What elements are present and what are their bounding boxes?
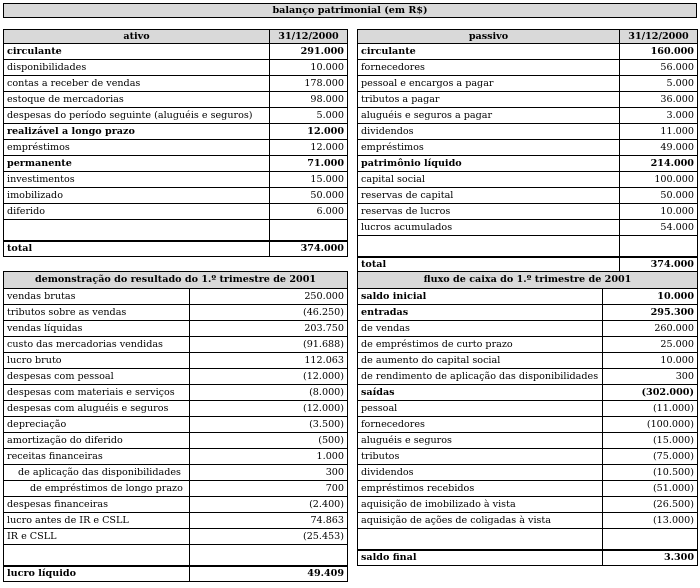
ativo-date: 31/12/2000 [270,30,348,44]
row-value: 98.000 [270,92,348,108]
row-value: (13.000) [603,513,698,529]
row-value: 12.000 [270,124,348,140]
row-label: reservas de capital [358,188,620,204]
row-label: IR e CSLL [4,529,190,545]
row-value: 1.000 [190,449,348,465]
table-row [4,76,348,92]
cashflow-title: fluxo de caixa do 1.º trimestre de 2001 [358,272,698,289]
table-row [358,124,698,140]
table-row [4,204,348,220]
table-row [4,353,348,369]
table-row [358,449,698,465]
row-value: 291.000 [270,44,348,60]
row-value: 56.000 [620,60,698,76]
row-label: saldo inicial [358,289,603,305]
table-row [4,321,348,337]
table-row [4,188,348,204]
row-value: (3.500) [190,417,348,433]
row-value: 54.000 [620,220,698,236]
passivo-table [357,29,698,273]
row-label: dividendos [358,465,603,481]
table-row [358,497,698,513]
row-value: (26.500) [603,497,698,513]
row-label: circulante [358,44,620,60]
row-value: (12.000) [190,369,348,385]
table-row [4,465,348,481]
row-label: de empréstimos de curto prazo [358,337,603,353]
row-value: 12.000 [270,140,348,156]
total-row [4,241,348,257]
table-row [358,92,698,108]
row-label: tributos sobre as vendas [4,305,190,321]
row-value: (11.000) [603,401,698,417]
passivo-date: 31/12/2000 [620,30,698,44]
table-row [358,60,698,76]
table-row [4,140,348,156]
row-label: depreciação [4,417,190,433]
row-value [190,545,348,566]
table-row [358,108,698,124]
table-row [4,369,348,385]
row-label: de rendimento de aplicação das disponibilidades [358,369,603,385]
table-row [358,417,698,433]
row-value: (302.000) [603,385,698,401]
table-row [4,44,348,60]
cashflow-table [357,271,698,566]
row-label: patrimônio líquido [358,156,620,172]
table-row [358,204,698,220]
table-row [358,433,698,449]
passivo-header: passivo [358,30,620,44]
table-row [4,337,348,353]
row-label: de aplicação das disponibilidades [4,465,190,481]
row-value [603,529,698,550]
table-row [4,481,348,497]
row-value: 112.063 [190,353,348,369]
row-value: (25.453) [190,529,348,545]
row-label: capital social [358,172,620,188]
row-label: reservas de lucros [358,204,620,220]
row-label: lucro bruto [4,353,190,369]
row-label [4,545,190,566]
passivo-header-row [358,30,698,44]
table-row [358,76,698,92]
table-row [358,369,698,385]
row-label: lucros acumulados [358,220,620,236]
dre-table [3,271,348,582]
row-value: 374.000 [270,241,348,257]
row-label: fornecedores [358,60,620,76]
row-value: 100.000 [620,172,698,188]
row-value: 10.000 [270,60,348,76]
row-label: tributos a pagar [358,92,620,108]
table-row [4,433,348,449]
dre-title: demonstração do resultado do 1.º trimestre de 2001 [4,272,348,289]
row-label: entradas [358,305,603,321]
table-row [358,337,698,353]
row-value: 178.000 [270,76,348,92]
row-value: 295.300 [603,305,698,321]
row-label: permanente [4,156,270,172]
ativo-header: ativo [4,30,270,44]
table-row [358,172,698,188]
row-value: (10.500) [603,465,698,481]
row-value: 250.000 [190,289,348,305]
row-value: (2.400) [190,497,348,513]
table-row [358,353,698,369]
table-row [4,156,348,172]
row-value: 25.000 [603,337,698,353]
table-row [358,188,698,204]
spacer-row [4,220,348,241]
row-label: amortização do diferido [4,433,190,449]
final-row [358,550,698,566]
row-value: 49.000 [620,140,698,156]
row-value: 203.750 [190,321,348,337]
row-label: empréstimos [358,140,620,156]
row-label: pessoal [358,401,603,417]
row-label: diferido [4,204,270,220]
row-value: 374.000 [620,257,698,273]
row-value: (75.000) [603,449,698,465]
row-label: realizável a longo prazo [4,124,270,140]
row-value: 74.863 [190,513,348,529]
row-value: (91.688) [190,337,348,353]
row-label: saldo final [358,550,603,566]
row-label: tributos [358,449,603,465]
row-label: disponibilidades [4,60,270,76]
table-row [358,220,698,236]
row-label: vendas brutas [4,289,190,305]
table-row [4,401,348,417]
row-label: vendas líquidas [4,321,190,337]
row-label: de empréstimos de longo prazo [4,481,190,497]
row-value: 5.000 [620,76,698,92]
table-row [4,92,348,108]
row-label: despesas financeiras [4,497,190,513]
spacer-row [358,529,698,550]
ativo-header-row [4,30,348,44]
row-value: 3.000 [620,108,698,124]
row-label: fornecedores [358,417,603,433]
row-value: 5.000 [270,108,348,124]
table-row [4,60,348,76]
row-value: 15.000 [270,172,348,188]
table-row [358,321,698,337]
row-label [4,220,270,241]
row-label: custo das mercadorias vendidas [4,337,190,353]
row-label [358,529,603,550]
row-value: 50.000 [620,188,698,204]
final-row [4,566,348,582]
row-label: imobilizado [4,188,270,204]
row-value: 300 [190,465,348,481]
row-label: contas a receber de vendas [4,76,270,92]
row-value: (46.250) [190,305,348,321]
table-row [4,172,348,188]
table-row [358,305,698,321]
dre-title-row [4,272,348,289]
row-label: circulante [4,44,270,60]
row-value: 10.000 [603,353,698,369]
row-label: lucro líquido [4,566,190,582]
row-label: despesas com pessoal [4,369,190,385]
spacer-row [4,545,348,566]
row-label: empréstimos recebidos [358,481,603,497]
row-value: 6.000 [270,204,348,220]
row-value: 260.000 [603,321,698,337]
row-label: pessoal e encargos a pagar [358,76,620,92]
table-row [4,305,348,321]
row-label: total [4,241,270,257]
table-row [358,140,698,156]
row-label: lucro antes de IR e CSLL [4,513,190,529]
row-value: 214.000 [620,156,698,172]
row-value: (8.000) [190,385,348,401]
row-value: 700 [190,481,348,497]
row-label: receitas financeiras [4,449,190,465]
row-value: 3.300 [603,550,698,566]
table-row [358,401,698,417]
table-row [358,385,698,401]
row-label: aluguéis e seguros a pagar [358,108,620,124]
row-label: de aumento do capital social [358,353,603,369]
spacer-row [358,236,698,257]
row-label: estoque de mercadorias [4,92,270,108]
row-value: (100.000) [603,417,698,433]
row-value [270,220,348,241]
row-value: (12.000) [190,401,348,417]
row-value: 11.000 [620,124,698,140]
row-value: 300 [603,369,698,385]
row-label: despesas com materiais e serviços [4,385,190,401]
table-row [4,417,348,433]
row-value: 10.000 [603,289,698,305]
table-row [4,385,348,401]
table-row [358,481,698,497]
row-value: (51.000) [603,481,698,497]
table-row [4,449,348,465]
table-row [4,108,348,124]
cashflow-title-row [358,272,698,289]
row-label: empréstimos [4,140,270,156]
row-value: 36.000 [620,92,698,108]
row-value: 71.000 [270,156,348,172]
row-label: aquisição de imobilizado à vista [358,497,603,513]
row-label [358,236,620,257]
table-row [4,289,348,305]
row-value: 49.409 [190,566,348,582]
row-label: total [358,257,620,273]
row-label: aquisição de ações de coligadas à vista [358,513,603,529]
balance-title [3,3,697,18]
table-row [358,465,698,481]
row-label: despesas do período seguinte (aluguéis e seguros) [4,108,270,124]
row-label: despesas com aluguéis e seguros [4,401,190,417]
row-label: investimentos [4,172,270,188]
row-value: (15.000) [603,433,698,449]
table-row [358,289,698,305]
row-label: dividendos [358,124,620,140]
row-value [620,236,698,257]
table-row [358,156,698,172]
table-row [4,529,348,545]
row-value: 50.000 [270,188,348,204]
table-row [4,124,348,140]
table-row [358,513,698,529]
table-row [4,497,348,513]
table-row [4,513,348,529]
row-label: de vendas [358,321,603,337]
row-value: (500) [190,433,348,449]
ativo-table [3,29,348,257]
table-row [358,44,698,60]
row-value: 160.000 [620,44,698,60]
balance-title-text: balanço patrimonial (em R$) [272,4,428,16]
row-label: saídas [358,385,603,401]
row-value: 10.000 [620,204,698,220]
row-label: aluguéis e seguros [358,433,603,449]
